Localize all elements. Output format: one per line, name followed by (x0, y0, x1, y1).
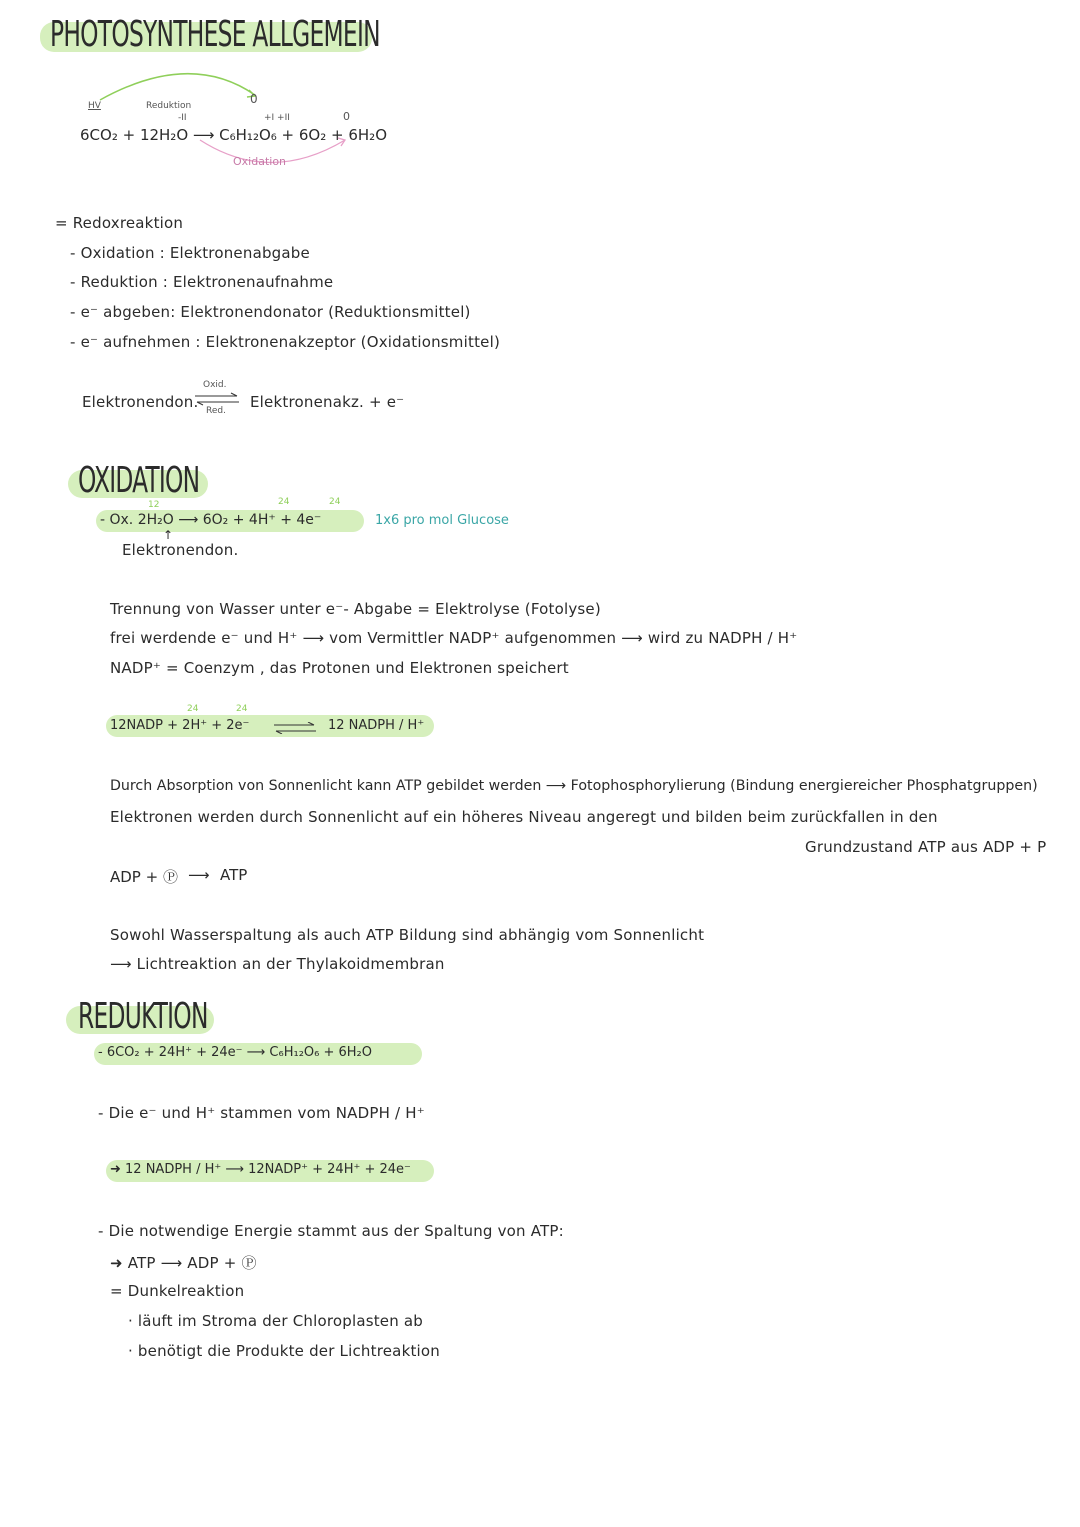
ox-num-zero: 0 (250, 92, 258, 106)
reduction-arc (100, 74, 255, 100)
summary-1: Sowohl Wasserspaltung als auch ATP Bildung sind abhängig vom Sonnenlicht (110, 926, 705, 944)
atp-text-3: Grundzustand ATP aus ADP + P (805, 838, 1047, 856)
redox-eq-top: Oxid. (203, 380, 227, 390)
ox-num-mid: +I +II (264, 113, 290, 123)
redox-eq-left: Elektronendon. (82, 393, 199, 411)
oxidation-label: Oxidation (233, 155, 287, 168)
energy-3: = Dunkelreaktion (110, 1282, 245, 1300)
atp-text-2: Elektronen werden durch Sonnenlicht auf ein höheres Niveau angeregt und bilden beim zurückfallen in den (110, 808, 938, 826)
overview-equation: 6CO₂ + 12H₂O ⟶ C₆H₁₂O₆ + 6O₂ + 6H₂O (80, 126, 387, 144)
equilibrium-arrows (193, 392, 241, 406)
summary-2: ⟶ Lichtreaktion an der Thylakoidmembran (110, 955, 445, 973)
oxidation-equation: - Ox. 2H₂O ⟶ 6O₂ + 4H⁺ + 4e⁻ (100, 512, 322, 528)
reduktion-equation: - 6CO₂ + 24H⁺ + 24e⁻ ⟶ C₆H₁₂O₆ + 6H₂O (98, 1045, 372, 1060)
redox-eq-right: Elektronenakz. + e⁻ (250, 393, 405, 411)
atp-eq-right: ATP (220, 866, 248, 884)
ox-num-right: 0 (343, 110, 350, 123)
redox-item-4: - e⁻ aufnehmen : Elektronenakzeptor (Oxidationsmittel) (70, 333, 501, 351)
ox-arrow-up: ↑ (163, 528, 174, 542)
ox-text-2: frei werdende e⁻ und H⁺ ⟶ vom Vermittler NADP⁺ aufgenommen ⟶ wird zu NADPH / H⁺ (110, 629, 798, 647)
reduction-label: Reduktion (146, 101, 192, 111)
redox-item-2: - Reduktion : Elektronenaufnahme (70, 273, 334, 291)
donor-label: Elektronendon. (122, 541, 239, 559)
energy-2: ➜ ATP ⟶ ADP + Ⓟ (110, 1254, 257, 1272)
ox-num-left: -II (178, 113, 187, 123)
ox-text-1: Trennung von Wasser unter e⁻- Abgabe = Elektrolyse (Fotolyse) (110, 600, 601, 618)
nadp-eq-left: 12NADP + 2H⁺ + 2e⁻ (110, 718, 250, 733)
energy-1: - Die notwendige Energie stammt aus der Spaltung von ATP: (98, 1222, 564, 1240)
redox-item-1: - Oxidation : Elektronenabgabe (70, 244, 310, 262)
nadp-small-b: 24 (236, 704, 248, 714)
redox-item-3: - e⁻ abgeben: Elektronendonator (Reduktionsmittel) (70, 303, 471, 321)
nadp-equilibrium (272, 722, 318, 734)
oxidation-note: 1x6 pro mol Glucose (375, 513, 509, 528)
redox-heading: = Redoxreaktion (55, 214, 184, 232)
nadp-eq-right: 12 NADPH / H⁺ (328, 718, 425, 733)
oxidation-heading: OXIDATION (78, 460, 200, 501)
reaction-arrows (80, 60, 380, 180)
nadph-equation: ➜ 12 NADPH / H⁺ ⟶ 12NADP⁺ + 24H⁺ + 24e⁻ (110, 1162, 411, 1177)
nadp-small-a: 24 (187, 704, 199, 714)
reduktion-line-1: - Die e⁻ und H⁺ stammen vom NADPH / H⁺ (98, 1104, 425, 1122)
hv-label: HV (88, 101, 101, 111)
ox-small-24a: 24 (278, 497, 290, 507)
atp-text-1: Durch Absorption von Sonnenlicht kann ATP gebildet werden ⟶ Fotophosphorylierung (Bindung energiereicher Phosphatgruppen) (110, 778, 1038, 794)
reduktion-heading: REDUKTION (78, 996, 208, 1037)
energy-4: · läuft im Stroma der Chloroplasten ab (128, 1312, 424, 1330)
atp-eq-arrow: ⟶ (188, 866, 210, 884)
redox-eq-bottom: Red. (206, 406, 226, 416)
ox-small-12: 12 (148, 500, 160, 510)
energy-5: · benötigt die Produkte der Lichtreaktion (128, 1342, 440, 1360)
page-title: PHOTOSYNTHESE ALLGEMEIN (50, 14, 380, 55)
atp-eq-left: ADP + Ⓟ (110, 868, 178, 886)
ox-small-24b: 24 (329, 497, 341, 507)
ox-text-3: NADP⁺ = Coenzym , das Protonen und Elektronen speichert (110, 659, 569, 677)
